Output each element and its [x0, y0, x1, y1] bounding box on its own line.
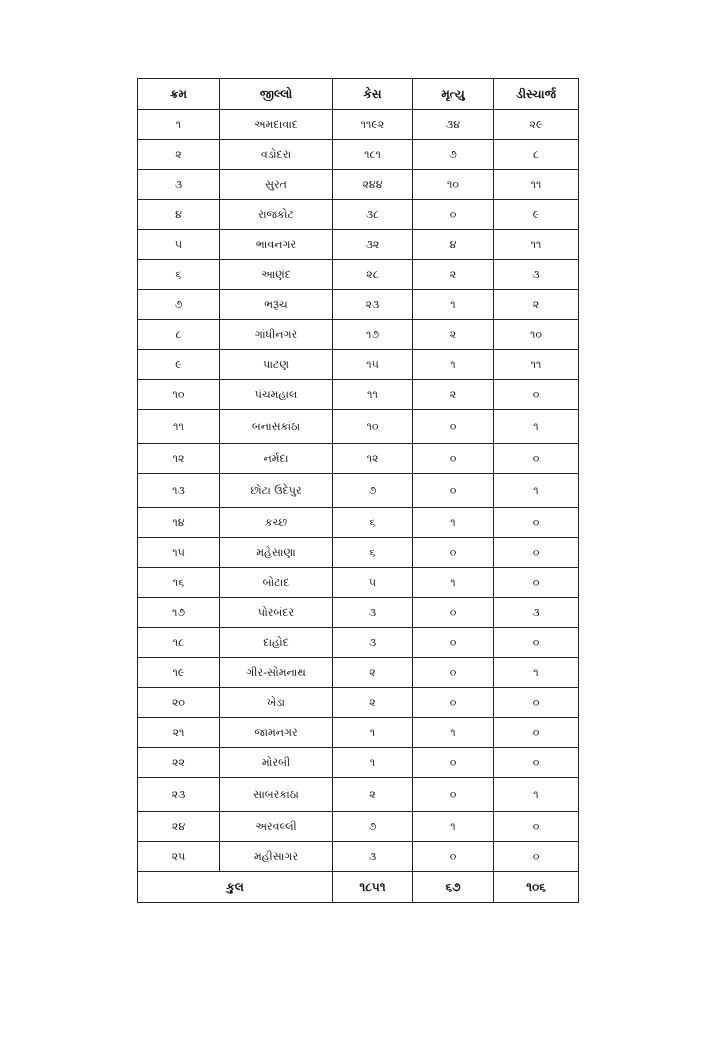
cell-serial-number: ૯ — [138, 350, 220, 380]
table-header-row — [138, 79, 579, 110]
cell-district: આણંદ — [220, 260, 333, 290]
table-row — [138, 778, 579, 812]
cell-district: ગાંધીનગર — [220, 320, 333, 350]
cell-discharged: ૦ — [494, 812, 579, 842]
cell-cases: ૩૮ — [333, 200, 413, 230]
cell-cases: ૭ — [333, 812, 413, 842]
total-deaths: ૬૭ — [413, 872, 494, 903]
total-discharged: ૧૦૬ — [494, 872, 579, 903]
cell-discharged: ૮ — [494, 140, 579, 170]
cell-discharged: ૩ — [494, 598, 579, 628]
total-cases: ૧૮૫૧ — [333, 872, 413, 903]
cell-district: જામનગર — [220, 718, 333, 748]
table-row — [138, 508, 579, 538]
cell-cases: ૧૦ — [333, 410, 413, 444]
cell-serial-number: ૧૯ — [138, 658, 220, 688]
table-row — [138, 200, 579, 230]
cell-cases: ૨ — [333, 658, 413, 688]
cell-district: મોરબી — [220, 748, 333, 778]
table-row — [138, 170, 579, 200]
cell-cases: ૧૧૯૨ — [333, 110, 413, 140]
cell-deaths: ૦ — [413, 538, 494, 568]
cell-cases: ૨૪૪ — [333, 170, 413, 200]
cell-cases: ૫ — [333, 568, 413, 598]
cell-deaths: ૨ — [413, 260, 494, 290]
header-district: જીલ્લો — [220, 79, 333, 110]
cell-cases: ૧ — [333, 748, 413, 778]
cell-discharged: ૯ — [494, 200, 579, 230]
cell-district: સુરત — [220, 170, 333, 200]
table-row — [138, 290, 579, 320]
cell-serial-number: ૧૫ — [138, 538, 220, 568]
cell-discharged: ૦ — [494, 628, 579, 658]
cell-district: ગીર-સોમનાથ — [220, 658, 333, 688]
table-row — [138, 688, 579, 718]
cell-district: બનાસકાંઠા — [220, 410, 333, 444]
cell-serial-number: ૧ — [138, 110, 220, 140]
cell-serial-number: ૧૦ — [138, 380, 220, 410]
cell-serial-number: ૧૭ — [138, 598, 220, 628]
cell-serial-number: ૨૫ — [138, 842, 220, 872]
cell-deaths: ૦ — [413, 200, 494, 230]
cell-cases: ૧૧ — [333, 380, 413, 410]
cell-discharged: ૦ — [494, 538, 579, 568]
cell-cases: ૨૩ — [333, 290, 413, 320]
cell-discharged: ૧ — [494, 474, 579, 508]
cell-deaths: ૦ — [413, 444, 494, 474]
cell-cases: ૩ — [333, 598, 413, 628]
cell-discharged: ૧૧ — [494, 350, 579, 380]
table-row — [138, 380, 579, 410]
cell-discharged: ૧ — [494, 410, 579, 444]
cell-district: પોરબંદર — [220, 598, 333, 628]
cell-cases: ૩ — [333, 842, 413, 872]
cell-serial-number: ૬ — [138, 260, 220, 290]
cell-deaths: ૦ — [413, 598, 494, 628]
cell-discharged: ૦ — [494, 842, 579, 872]
cell-deaths: ૧ — [413, 290, 494, 320]
cell-deaths: ૧ — [413, 350, 494, 380]
cell-discharged: ૦ — [494, 444, 579, 474]
cell-cases: ૬ — [333, 538, 413, 568]
cell-cases: ૨ — [333, 778, 413, 812]
cell-deaths: ૧ — [413, 812, 494, 842]
cell-serial-number: ૮ — [138, 320, 220, 350]
table-body — [138, 110, 579, 872]
district-table-sheet — [137, 78, 578, 903]
table-row — [138, 658, 579, 688]
cell-discharged: ૦ — [494, 508, 579, 538]
table-row — [138, 598, 579, 628]
cell-deaths: ૧ — [413, 508, 494, 538]
table-row — [138, 538, 579, 568]
cell-deaths: ૦ — [413, 842, 494, 872]
cell-serial-number: ૨૧ — [138, 718, 220, 748]
table-row — [138, 410, 579, 444]
table-row — [138, 350, 579, 380]
cell-serial-number: ૧૮ — [138, 628, 220, 658]
cell-cases: ૭ — [333, 474, 413, 508]
cell-deaths: ૦ — [413, 658, 494, 688]
cell-serial-number: ૨ — [138, 140, 220, 170]
table-row — [138, 140, 579, 170]
cell-district: બોટાદ — [220, 568, 333, 598]
cell-district: ભરૂચ — [220, 290, 333, 320]
cell-serial-number: ૧૬ — [138, 568, 220, 598]
cell-district: સાબરકાંઠા — [220, 778, 333, 812]
cell-discharged: ૧૧ — [494, 170, 579, 200]
cell-serial-number: ૪ — [138, 200, 220, 230]
cell-deaths: ૪ — [413, 230, 494, 260]
cell-serial-number: ૨૩ — [138, 778, 220, 812]
cell-district: મહીસાગર — [220, 842, 333, 872]
cell-serial-number: ૧૧ — [138, 410, 220, 444]
cell-cases: ૧૨ — [333, 444, 413, 474]
cell-deaths: ૨ — [413, 380, 494, 410]
cell-deaths: ૦ — [413, 748, 494, 778]
header-serial-number: ક્રમ — [138, 79, 220, 110]
cell-deaths: ૧૦ — [413, 170, 494, 200]
table-row — [138, 110, 579, 140]
cell-cases: ૧૮૧ — [333, 140, 413, 170]
cell-district: દાહોદ — [220, 628, 333, 658]
cell-serial-number: ૨૪ — [138, 812, 220, 842]
cell-serial-number: ૫ — [138, 230, 220, 260]
cell-discharged: ૨૯ — [494, 110, 579, 140]
table-row — [138, 628, 579, 658]
cell-serial-number: ૭ — [138, 290, 220, 320]
cell-discharged: ૦ — [494, 688, 579, 718]
cell-serial-number: ૨૨ — [138, 748, 220, 778]
cell-district: પંચમહાલ — [220, 380, 333, 410]
cell-district: નર્મદા — [220, 444, 333, 474]
table-row — [138, 842, 579, 872]
cell-deaths: ૦ — [413, 474, 494, 508]
table-row — [138, 568, 579, 598]
cell-discharged: ૦ — [494, 748, 579, 778]
cell-district: કચ્છ — [220, 508, 333, 538]
cell-deaths: ૦ — [413, 688, 494, 718]
cell-discharged: ૧ — [494, 778, 579, 812]
cell-cases: ૧૭ — [333, 320, 413, 350]
cell-district: છોટા ઉદેપુર — [220, 474, 333, 508]
cell-discharged: ૧ — [494, 658, 579, 688]
cell-cases: ૬ — [333, 508, 413, 538]
cell-discharged: ૩ — [494, 260, 579, 290]
table-row — [138, 474, 579, 508]
cell-district: પાટણ — [220, 350, 333, 380]
total-label: કુલ — [138, 872, 333, 903]
cell-cases: ૨ — [333, 688, 413, 718]
header-deaths: મૃત્યુ — [413, 79, 494, 110]
cell-district: અમદાવાદ — [220, 110, 333, 140]
cell-deaths: ૨ — [413, 320, 494, 350]
cell-district: ભાવનગર — [220, 230, 333, 260]
cell-deaths: ૦ — [413, 628, 494, 658]
cell-serial-number: ૨૦ — [138, 688, 220, 718]
cell-discharged: ૧૧ — [494, 230, 579, 260]
table-row — [138, 812, 579, 842]
cell-district: ખેડા — [220, 688, 333, 718]
table-row — [138, 718, 579, 748]
cell-cases: ૧૫ — [333, 350, 413, 380]
cell-district: મહેસાણા — [220, 538, 333, 568]
cell-serial-number: ૧૪ — [138, 508, 220, 538]
cell-serial-number: ૧૨ — [138, 444, 220, 474]
table-row — [138, 748, 579, 778]
table-row — [138, 320, 579, 350]
cell-deaths: ૧ — [413, 568, 494, 598]
cell-serial-number: ૧૩ — [138, 474, 220, 508]
table-row — [138, 260, 579, 290]
cell-deaths: ૦ — [413, 410, 494, 444]
cell-cases: ૧ — [333, 718, 413, 748]
cell-deaths: ૧ — [413, 718, 494, 748]
cell-discharged: ૨ — [494, 290, 579, 320]
cell-district: અરવલ્લી — [220, 812, 333, 842]
cell-serial-number: ૩ — [138, 170, 220, 200]
district-cases-table — [137, 78, 579, 903]
table-row — [138, 230, 579, 260]
cell-cases: ૩ — [333, 628, 413, 658]
header-cases: કેસ — [333, 79, 413, 110]
header-discharged: ડીસ્ચાર્જ — [494, 79, 579, 110]
cell-discharged: ૦ — [494, 718, 579, 748]
cell-district: વડોદરા — [220, 140, 333, 170]
cell-deaths: ૩૪ — [413, 110, 494, 140]
total-row — [138, 872, 579, 903]
cell-discharged: ૦ — [494, 380, 579, 410]
cell-deaths: ૭ — [413, 140, 494, 170]
cell-discharged: ૦ — [494, 568, 579, 598]
cell-district: રાજકોટ — [220, 200, 333, 230]
cell-discharged: ૧૦ — [494, 320, 579, 350]
cell-cases: ૨૮ — [333, 260, 413, 290]
cell-cases: ૩૨ — [333, 230, 413, 260]
table-row — [138, 444, 579, 474]
cell-deaths: ૦ — [413, 778, 494, 812]
